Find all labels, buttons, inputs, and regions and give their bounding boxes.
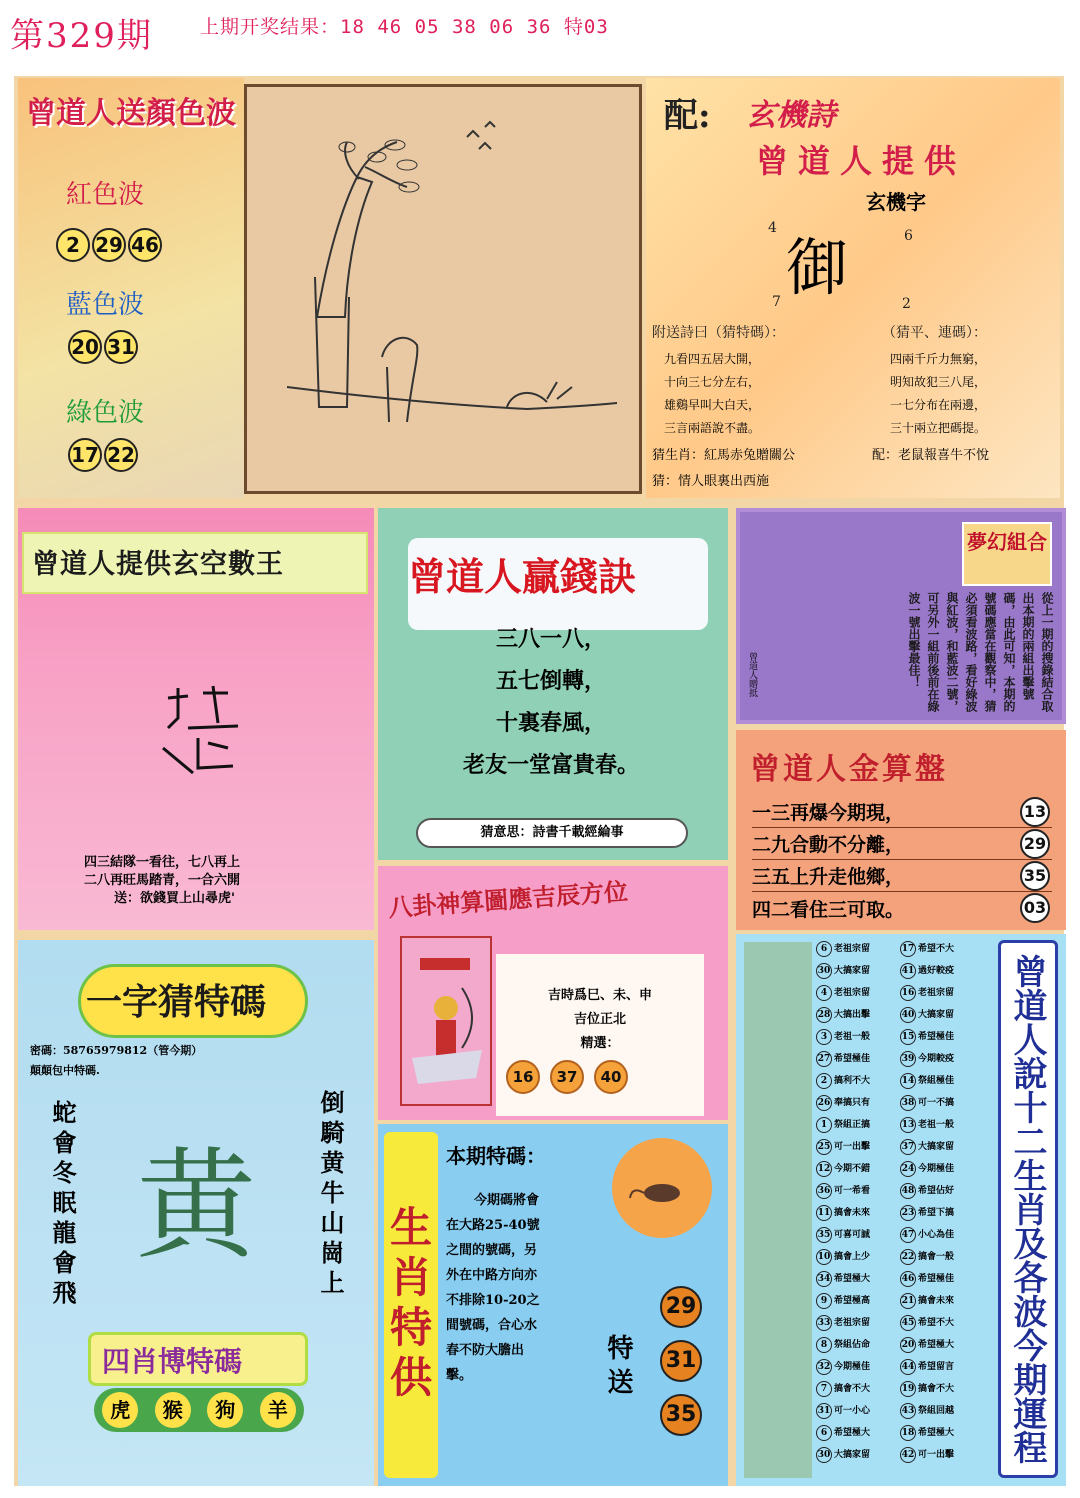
riddle-char: 御 <box>786 231 849 304</box>
zodiac-number: 30 <box>816 963 832 979</box>
zodiac-number: 35 <box>816 1227 832 1243</box>
special-number-panel <box>378 1124 728 1486</box>
guess-line: 猜：情人眼裏出西施 <box>652 474 770 489</box>
warrior-icon <box>402 938 490 1104</box>
zodiac-number: 48 <box>900 1183 916 1199</box>
zodiac-number: 20 <box>900 1337 916 1353</box>
color-wave-title: 曾道人送顏色波 <box>26 96 236 131</box>
zodiac-chip: 狗 <box>207 1392 243 1428</box>
zodiac-row <box>816 1268 992 1290</box>
zodiac-text: 搞會不大 <box>918 1383 955 1394</box>
zodiac-number: 38 <box>900 1095 916 1111</box>
zodiac-number: 36 <box>816 1183 832 1199</box>
zodiac-number: 6 <box>816 1425 832 1441</box>
special-line: 外在中路方向亦 <box>446 1268 538 1283</box>
zodiac-row <box>816 1048 992 1070</box>
zodiac-row <box>816 1356 992 1378</box>
corner-number: 2 <box>902 296 911 312</box>
special-lines <box>446 1188 616 1388</box>
number-ball: 17 <box>68 438 102 472</box>
zodiac-number: 25 <box>816 1139 832 1155</box>
zodiac-number: 18 <box>900 1425 916 1441</box>
bagua-line: 精選： <box>580 1036 620 1051</box>
poem-line: 雄鷄早叫大白天， <box>664 398 761 412</box>
zodiac-text: 希望極大 <box>834 1427 871 1438</box>
four-zodiacs <box>94 1388 304 1432</box>
number-ball: 29 <box>92 228 126 262</box>
zodiac-number: 9 <box>816 1293 832 1309</box>
poem-line: 十向三七分左右， <box>664 375 761 389</box>
zodiac-row <box>816 1334 992 1356</box>
zodiac-row <box>816 1092 992 1114</box>
zodiac-text: 希望極大 <box>834 1273 871 1284</box>
zodiac-text: 搞會一般 <box>918 1251 955 1262</box>
number-ball: 46 <box>128 228 162 262</box>
rat-badge <box>612 1138 712 1238</box>
green-wave-numbers <box>68 438 140 472</box>
number-ball: 37 <box>550 1060 584 1094</box>
special-numbers <box>660 1286 704 1436</box>
poem-line: 九看四五居大開， <box>664 352 761 366</box>
zodiac-text: 祭組回越 <box>918 1405 955 1416</box>
zodiac-number: 23 <box>900 1205 916 1221</box>
zodiac-row <box>816 938 992 960</box>
zodiac-text: 可一希看 <box>834 1185 871 1196</box>
special-line: 在大路25-40號 <box>446 1218 540 1233</box>
bagua-panel <box>378 866 728 1120</box>
poem-line: 四兩千斤力無窮， <box>890 352 987 366</box>
code-line: 密碼：58765979812（管今期） <box>30 1044 203 1057</box>
abacus-row <box>752 828 1052 860</box>
poem-line: 明知故犯三八尾， <box>890 375 987 389</box>
single-char-panel <box>18 940 374 1486</box>
zodiac-image-strip <box>744 942 812 1478</box>
zodiac-text: 希望極大 <box>918 1339 955 1350</box>
zodiac-text: 今期較疫 <box>918 1053 955 1064</box>
zodiac-row <box>816 960 992 982</box>
special-line: 間號碼，合心水 <box>446 1318 538 1333</box>
zodiac-number: 17 <box>900 941 916 957</box>
last-result <box>200 12 609 39</box>
zodiac-text: 今期不錯 <box>834 1163 871 1174</box>
zodiac-text: 老祖宗留 <box>834 943 871 954</box>
zodiac-row <box>816 1202 992 1224</box>
big-char: 黄 <box>136 1137 256 1276</box>
poem-line: 三十兩立把碼提。 <box>890 421 987 435</box>
king-lines <box>84 854 240 908</box>
zodiac-text: 搞會不大 <box>834 1383 871 1394</box>
poem-prefix: 配: <box>664 96 711 136</box>
bagua-lines <box>508 984 692 1056</box>
four-title: 四肖博特碼 <box>102 1345 243 1378</box>
zodiac-text: 希望下搞 <box>918 1207 955 1218</box>
abacus-title: 曾道人金算盤 <box>750 752 948 787</box>
zodiac-number: 6 <box>816 941 832 957</box>
abacus-row <box>752 860 1052 892</box>
money-hint: 猜意思：詩書千載經綸事 <box>416 818 688 848</box>
zodiac-text: 可一出擊 <box>918 1449 955 1460</box>
special-side: 生肖特供 <box>384 1132 438 1478</box>
zodiac-number: 28 <box>816 1007 832 1023</box>
abacus-rows <box>752 796 1052 924</box>
zodiac-number: 40 <box>900 1007 916 1023</box>
abacus-row <box>752 796 1052 828</box>
zodiac-number: 11 <box>816 1205 832 1221</box>
blue-wave-label: 藍色波 <box>66 290 145 320</box>
poem-line: 三言兩語說不盡。 <box>664 421 761 435</box>
special-line: 擊。 <box>446 1368 473 1383</box>
zodiac-number: 2 <box>816 1073 832 1089</box>
zodiac-number: 4 <box>816 985 832 1001</box>
money-title: 曾道人贏錢訣 <box>408 555 637 599</box>
zodiac-text: 希望極佳 <box>918 1031 955 1042</box>
zodiac-number: 21 <box>900 1293 916 1309</box>
zodiac-text: 今期極佳 <box>918 1163 955 1174</box>
zodiac-number: 43 <box>900 1403 916 1419</box>
zodiac-row <box>816 1422 992 1444</box>
zodiac-title: 曾道人說十二生肖及各波今期運程 <box>998 940 1058 1478</box>
abacus-text: 四二看住三可取。 <box>752 898 905 921</box>
zodiac-number: 44 <box>900 1359 916 1375</box>
zodiac-number: 12 <box>816 1161 832 1177</box>
zodiac-number: 26 <box>816 1095 832 1111</box>
money-line: 五七倒轉， <box>495 668 606 694</box>
zodiac-row <box>816 1158 992 1180</box>
zodiac-row <box>816 982 992 1004</box>
king-title: 曾道人提供玄空數王 <box>32 549 284 580</box>
zodiac-number: 30 <box>816 1447 832 1463</box>
rat-icon <box>612 1138 712 1238</box>
zodiac-text: 希望極佳 <box>834 1053 871 1064</box>
zodiac-row <box>816 1400 992 1422</box>
zodiac-number: 37 <box>900 1139 916 1155</box>
zodiac-number: 8 <box>816 1337 832 1353</box>
special-line: 今期碼將會 <box>474 1193 540 1208</box>
zodiac-text: 大搞家留 <box>918 1009 955 1020</box>
zodiac-text: 今期極佳 <box>834 1361 871 1372</box>
zodiac-text: 可一不搞 <box>918 1097 955 1108</box>
money-line: 老友一堂富貴春。 <box>462 752 639 778</box>
zodiac-text: 希望佔好 <box>918 1185 955 1196</box>
bagua-line: 吉時爲巳、未、申 <box>547 988 652 1003</box>
issue-number: 第329期 <box>10 16 153 56</box>
tree-and-dog-drawing <box>247 87 639 491</box>
number-ball: 29 <box>1020 829 1050 859</box>
zodiac-text: 老祖宗留 <box>834 987 871 998</box>
zodiac-chip: 羊 <box>260 1392 296 1428</box>
zodiac-chip: 猴 <box>155 1392 191 1428</box>
zodiac-text: 過好較疫 <box>918 965 955 976</box>
zodiac-text: 奉搞只有 <box>834 1097 871 1108</box>
zodiac-text: 希望留言 <box>918 1361 955 1372</box>
zodiac-row <box>816 1224 992 1246</box>
special-line: 春不防大膽出 <box>446 1343 525 1358</box>
zodiac-number: 39 <box>900 1051 916 1067</box>
zodiac-row <box>816 1246 992 1268</box>
zodiac-number: 7 <box>816 1381 832 1397</box>
blue-wave-numbers <box>68 330 140 364</box>
right-poem <box>890 348 986 440</box>
dream-badge: 夢幻組合 <box>962 522 1052 586</box>
zodiac-number: 22 <box>900 1249 916 1265</box>
poem-title: 玄機詩 <box>746 98 836 133</box>
left-poem <box>664 348 760 440</box>
special-line: 之間的號碼，另 <box>446 1243 538 1258</box>
zodiac-row <box>816 1180 992 1202</box>
zodiac-text: 希望不大 <box>918 1317 955 1328</box>
zodiac-text: 搞會未來 <box>834 1207 871 1218</box>
zodiac-text: 搞會上少 <box>834 1251 871 1262</box>
zodiac-row <box>816 1070 992 1092</box>
zodiac-number: 34 <box>816 1271 832 1287</box>
green-wave-label: 綠色波 <box>66 398 145 428</box>
number-ball: 16 <box>506 1060 540 1094</box>
zodiac-text: 老祖一般 <box>918 1119 955 1130</box>
zodiac-number: 33 <box>816 1315 832 1331</box>
corner-number: 7 <box>772 294 781 310</box>
zodiac-text: 希望極大 <box>918 1427 955 1438</box>
zodiac-row <box>816 1444 992 1466</box>
win-money-panel <box>378 508 728 860</box>
zodiac-text: 老祖宗留 <box>918 987 955 998</box>
dream-sign: 曾道人贈抵 <box>747 652 757 697</box>
zodiac-text: 搞利不大 <box>834 1075 871 1086</box>
number-ball: 03 <box>1020 893 1050 923</box>
zodiac-grid <box>816 938 992 1480</box>
right-poem-head: （猜平、連碼）： <box>882 325 987 341</box>
zodiac-row <box>816 1312 992 1334</box>
last-result-numbers: 18 46 05 38 06 36 特03 <box>340 16 609 38</box>
number-king-panel <box>18 508 374 930</box>
zodiac-text: 大搞家留 <box>918 1141 955 1152</box>
king-line: 送：欲錢買上山尋虎' <box>114 891 235 906</box>
zodiac-row <box>816 1290 992 1312</box>
special-line: 不排除10-20之 <box>446 1293 540 1308</box>
zodiac-text: 小心為佳 <box>918 1229 955 1240</box>
number-ball: 22 <box>104 438 138 472</box>
zodiac-text: 可喜可誠 <box>834 1229 871 1240</box>
zodiac-text: 大搞出擊 <box>834 1009 871 1020</box>
zodiac-row <box>816 1026 992 1048</box>
dream-combo-panel <box>736 508 1066 724</box>
dream-text: 從上一期的搜錄結合取出本期的兩組出擊號碼，由此可知，本期的號碼應當在觀察中，猜必須看波路，看好綠波與紅波，和藍波二號，可另外一組前後前在綠波一號出擊最佳！ <box>907 592 1054 712</box>
single-title: 一字猜特碼 <box>86 982 267 1023</box>
zodiac-number: 1 <box>816 1117 832 1133</box>
special-send: 特送 <box>603 1334 633 1402</box>
corner-number: 6 <box>904 228 913 244</box>
zodiac-number: 16 <box>900 985 916 1001</box>
sub-line: 顛顛包中特碼. <box>30 1064 100 1077</box>
zodiac-number: 10 <box>816 1249 832 1265</box>
zodiac-row <box>816 1378 992 1400</box>
zodiac-text: 可一出擊 <box>834 1141 871 1152</box>
red-wave-label: 紅色波 <box>66 180 145 210</box>
zodiac-number: 31 <box>816 1403 832 1419</box>
zodiac-number: 19 <box>900 1381 916 1397</box>
number-ball: 29 <box>660 1286 702 1328</box>
zodiac-number: 42 <box>900 1447 916 1463</box>
right-verse: 倒騎黄牛山崗上 <box>316 1090 345 1300</box>
special-title: 本期特碼： <box>446 1144 546 1168</box>
zodiac-text: 希望極高 <box>834 1295 871 1306</box>
zodiac-text: 老祖一般 <box>834 1031 871 1042</box>
number-ball: 35 <box>1020 861 1050 891</box>
number-ball: 31 <box>104 330 138 364</box>
zodiac-text: 老祖宗留 <box>834 1317 871 1328</box>
zodiac-row <box>816 1004 992 1026</box>
zodiac-number: 32 <box>816 1359 832 1375</box>
zodiac-row <box>816 1136 992 1158</box>
number-ball: 13 <box>1020 797 1050 827</box>
king-line: 二八再旺馬踏青，一合六開 <box>84 873 241 888</box>
corner-number: 4 <box>768 220 777 236</box>
zodiac-text: 祭組佔命 <box>834 1339 871 1350</box>
zodiac-fortune-panel <box>736 934 1066 1486</box>
number-ball: 35 <box>660 1394 702 1436</box>
left-verse: 蛇會冬眠龍會飛 <box>48 1100 77 1310</box>
zodiac-number: 47 <box>900 1227 916 1243</box>
zodiac-text: 大搞家留 <box>834 965 871 976</box>
bagua-line: 吉位正北 <box>573 1012 626 1027</box>
zodiac-text: 祭組極佳 <box>918 1075 955 1086</box>
zodiac-number: 3 <box>816 1029 832 1045</box>
poem-provider: 曾道人提供 <box>756 142 967 180</box>
number-ball: 31 <box>660 1340 702 1382</box>
zodiac-number: 14 <box>900 1073 916 1089</box>
bagua-title: 八卦神算圖應吉辰方位 <box>387 877 629 923</box>
abacus-panel <box>736 730 1066 930</box>
zodiac-text: 大搞家留 <box>834 1449 871 1460</box>
zodiac-number: 15 <box>900 1029 916 1045</box>
zodiac-text: 祭組正搞 <box>834 1119 871 1130</box>
match-line: 配：老鼠報喜牛不悅 <box>872 448 990 463</box>
warrior-illustration <box>400 936 492 1106</box>
calligraphy-char <box>148 678 258 788</box>
abacus-text: 三五上升走他鄉， <box>752 866 905 888</box>
sketch-illustration <box>244 84 642 494</box>
zodiac-row <box>816 1114 992 1136</box>
zodiac-text: 希望極佳 <box>918 1273 955 1284</box>
zodiac-text: 希望不大 <box>918 943 955 954</box>
poem-line: 一七分布在兩邊， <box>890 398 987 412</box>
riddle-poem-panel <box>646 78 1060 498</box>
number-ball: 20 <box>68 330 102 364</box>
zodiac-number: 41 <box>900 963 916 979</box>
abacus-row <box>752 892 1052 924</box>
zodiac-number: 13 <box>900 1117 916 1133</box>
number-ball: 40 <box>594 1060 628 1094</box>
abacus-text: 二九合動不分離， <box>752 834 905 856</box>
number-ball: 2 <box>56 228 90 262</box>
left-poem-head: 附送詩曰（猜特碼）： <box>652 325 785 341</box>
king-line: 四三結隊一看往，七八再上 <box>84 855 241 870</box>
abacus-text: 一三再爆今期現， <box>752 802 905 824</box>
bagua-numbers <box>506 1060 630 1094</box>
zodiac-text: 搞會未來 <box>918 1295 955 1306</box>
money-line: 三八一八， <box>495 626 606 652</box>
zodiac-number: 24 <box>900 1161 916 1177</box>
zodiac-number: 27 <box>816 1051 832 1067</box>
zodiac-guess: 猜生肖：紅馬赤兔贈關公 <box>652 448 796 463</box>
color-wave-panel <box>18 78 244 498</box>
money-lines <box>436 618 666 786</box>
zodiac-number: 45 <box>900 1315 916 1331</box>
money-line: 十裏春風， <box>495 710 606 736</box>
zodiac-chip: 虎 <box>102 1392 138 1428</box>
zodiac-text: 可一小心 <box>834 1405 871 1416</box>
red-wave-numbers <box>56 228 164 262</box>
riddle-char-label: 玄機字 <box>866 190 926 214</box>
zodiac-number: 46 <box>900 1271 916 1287</box>
last-result-label: 上期开奖结果： <box>200 16 341 38</box>
